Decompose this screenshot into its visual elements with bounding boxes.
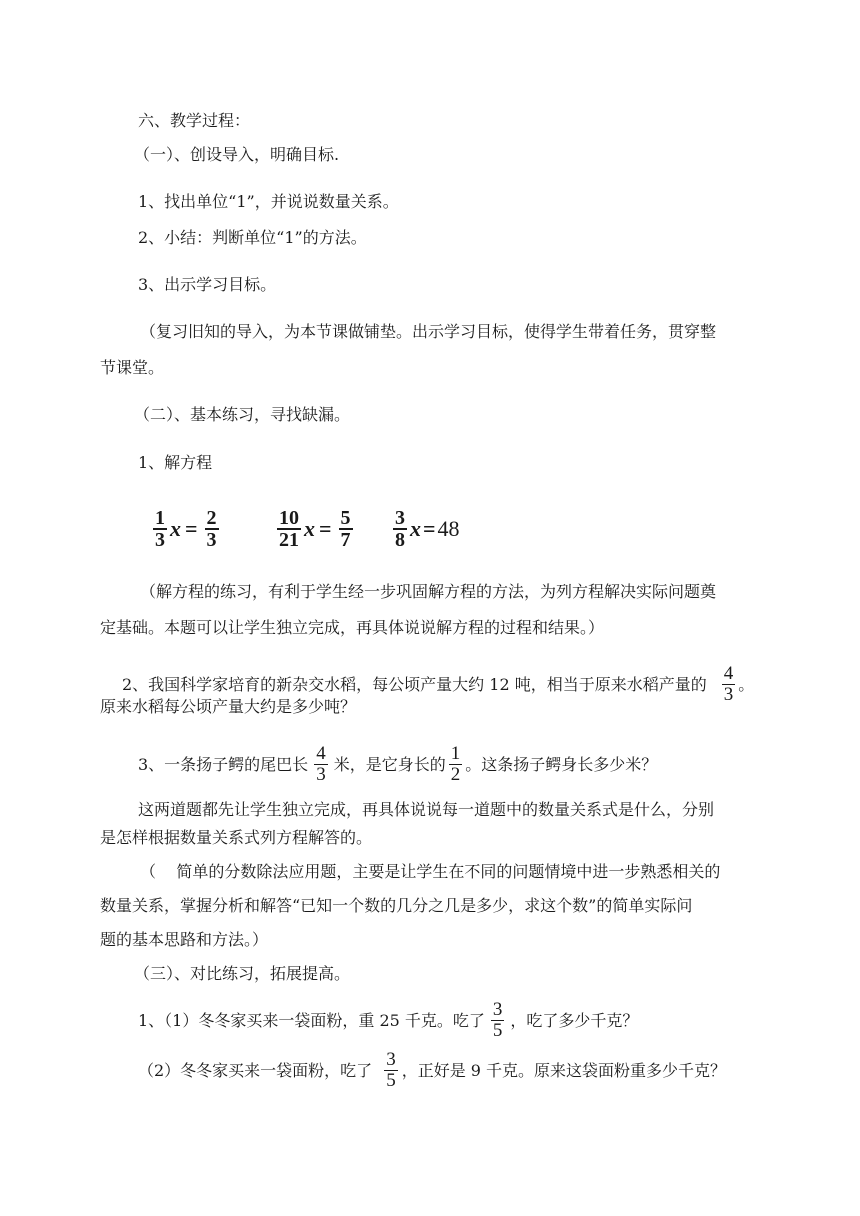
equation-3-equals: = bbox=[423, 516, 436, 541]
equation-2-equals: = bbox=[319, 516, 332, 541]
step2-item2-end: 。 bbox=[738, 674, 755, 694]
step1-heading: （一）、创设导入，明确目标. bbox=[134, 145, 340, 164]
step1-item3: 3、出示学习目标。 bbox=[138, 275, 277, 294]
step3-q2-fraction: $\frac{3}{5}$ bbox=[386, 1049, 396, 1091]
step2-item3-text-a: 3、一条扬子鳄的尾巴长 bbox=[138, 754, 309, 774]
step2-item3-fraction1: $\frac{4}{3}$ bbox=[316, 743, 326, 785]
step2-item2-text: 2、我国科学家培育的新杂交水稻，每公顷产量大约 12 吨，相当于原来水稻产量的 bbox=[122, 674, 707, 694]
equation-2-coefficient: $\frac{10}{21}$ bbox=[279, 507, 299, 551]
step3-q2-text-a: （2）冬冬家买来一袋面粉，吃了 bbox=[138, 1060, 373, 1080]
step2-note2-line2: 数量关系，掌握分析和解答“已知一个数的几分之几是多少，求这个数”的简单实际问 bbox=[100, 896, 693, 915]
step2-note2-line3: 题的基本思路和方法。） bbox=[100, 930, 269, 949]
step3-q2 bbox=[138, 1050, 726, 1091]
step2-item2-fraction: $\frac{4}{3}$ bbox=[723, 663, 734, 705]
equation-1-coefficient: $\frac{1}{3}$ bbox=[155, 507, 165, 551]
step2-item2-line2: 原来水稻每公顷产量大约是多少吨？ bbox=[100, 697, 357, 716]
step2-item3-fraction2: $\frac{1}{2}$ bbox=[450, 743, 461, 785]
step2-heading: （二）、基本练习，寻找缺漏。 bbox=[134, 405, 351, 424]
equation-1-equals: = bbox=[185, 516, 198, 541]
step3-q1 bbox=[138, 1000, 638, 1041]
step1-item1: 1、找出单位“1”，并说说数量关系。 bbox=[138, 192, 399, 211]
step2-note-line2: 定基础。本题可以让学生独立完成，再具体说说解方程的过程和结果。） bbox=[100, 618, 605, 637]
step3-heading: （三）、对比练习，拓展提高。 bbox=[134, 964, 351, 983]
step2-item3 bbox=[138, 744, 657, 785]
step1-item2: 2、小结：判断单位“1”的方法。 bbox=[138, 228, 367, 247]
step3-q1-fraction: $\frac{3}{5}$ bbox=[492, 999, 503, 1041]
equation-1-rhs: $\frac{2}{3}$ bbox=[206, 507, 217, 551]
section-title: 六、教学过程： bbox=[138, 111, 251, 130]
equation-2-variable: x bbox=[304, 516, 315, 541]
step3-q1-text-b: ，吃了多少千克？ bbox=[510, 1010, 639, 1030]
step1-note-line1: （复习旧知的导入，为本节课做铺垫。出示学习目标，使得学生带着任务，贯穿整 bbox=[140, 322, 717, 341]
step2-item1: 1、解方程 bbox=[138, 453, 213, 472]
equation-1 bbox=[150, 508, 222, 550]
step3-q2-text-b: ，正好是 9 千克。原来这袋面粉重多少千克？ bbox=[401, 1060, 727, 1080]
equation-3-variable: x bbox=[410, 516, 421, 541]
equation-3-coefficient: $\frac{3}{8}$ bbox=[395, 507, 405, 551]
equation-3 bbox=[390, 508, 460, 550]
equation-2 bbox=[274, 508, 356, 550]
equation-2-rhs: $\frac{5}{7}$ bbox=[340, 507, 351, 551]
step2-note-line1: （解方程的练习，有利于学生经一步巩固解方程的方法，为列方程解决实际问题奠 bbox=[140, 582, 717, 601]
step2-note2-line1: （ 简单的分数除法应用题，主要是让学生在不同的问题情境中进一步熟悉相关的 bbox=[140, 862, 721, 881]
step2-item3-text-b: 米，是它身长的 bbox=[333, 754, 446, 774]
step1-note-line2: 节课堂。 bbox=[100, 358, 165, 377]
step2-para-line2: 是怎样根据数量关系式列方程解答的。 bbox=[100, 828, 373, 847]
step3-q1-text-a: 1、（1）冬冬家买来一袋面粉，重 25 千克。吃了 bbox=[138, 1010, 485, 1030]
step2-item3-text-c: 。这条扬子鳄身长多少米？ bbox=[465, 754, 658, 774]
step2-para-line1: 这两道题都先让学生独立完成，再具体说说每一道题中的数量关系式是什么，分别 bbox=[138, 800, 715, 819]
equation-3-rhs: 48 bbox=[437, 516, 460, 541]
equation-1-variable: x bbox=[170, 516, 181, 541]
